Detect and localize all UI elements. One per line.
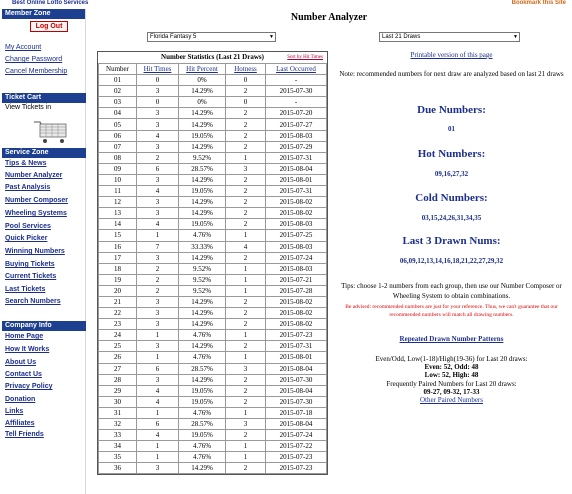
- table-cell: 2: [226, 141, 266, 152]
- table-row: [99, 285, 327, 296]
- table-cell: 19: [99, 274, 137, 285]
- nav-home-page[interactable]: Home Page: [5, 333, 44, 340]
- table-row: [99, 441, 327, 452]
- table-cell: 2015-07-24: [266, 430, 327, 441]
- table-cell: 2: [226, 197, 266, 208]
- table-cell: 14.29%: [179, 463, 226, 474]
- table-cell: 1: [137, 330, 179, 341]
- nav-about-us[interactable]: About Us: [5, 359, 37, 366]
- table-cell: 1: [226, 330, 266, 341]
- tips-text: Tips: choose 1-2 numbers from each group, then use our Number Composer or Wheeling System to obtain combinations.: [341, 282, 562, 300]
- col-hit-percent[interactable]: Hit Percent: [179, 64, 226, 75]
- table-cell: 20: [99, 285, 137, 296]
- table-cell: 01: [99, 75, 137, 86]
- table-cell: 28.57%: [179, 363, 226, 374]
- patterns-block: [331, 355, 572, 404]
- table-cell: 3: [137, 319, 179, 330]
- table-row: [99, 252, 327, 263]
- nav-my-account[interactable]: My Account: [5, 44, 42, 51]
- table-cell: 27: [99, 363, 137, 374]
- ticket-cart-header: Ticket Cart: [2, 93, 86, 103]
- stats-grid: [98, 63, 327, 474]
- table-cell: 4: [137, 396, 179, 407]
- table-cell: 7: [137, 241, 179, 252]
- table-row: [99, 197, 327, 208]
- table-cell: 3: [226, 419, 266, 430]
- col-last-occurred[interactable]: Last Occurred: [266, 64, 327, 75]
- table-cell: 2: [226, 130, 266, 141]
- table-cell: 2015-08-01: [266, 174, 327, 185]
- company-info-header: Company Info: [2, 321, 86, 331]
- nav-change-password[interactable]: Change Password: [5, 56, 63, 63]
- page-title: Number Analyzer: [290, 12, 368, 23]
- table-row: [99, 208, 327, 219]
- table-cell: 14.29%: [179, 296, 226, 307]
- table-cell: 2: [137, 263, 179, 274]
- table-cell: 2: [226, 174, 266, 185]
- table-cell: 14.29%: [179, 108, 226, 119]
- service-zone-header: Service Zone: [2, 148, 86, 158]
- stats-body: [99, 75, 327, 474]
- table-cell: 2: [226, 396, 266, 407]
- table-row: [99, 430, 327, 441]
- table-cell: 1: [137, 407, 179, 418]
- chevron-down-icon: ▼: [513, 34, 518, 40]
- table-cell: 2015-08-04: [266, 163, 327, 174]
- member-zone-header: Member Zone: [2, 9, 85, 19]
- nav-buying-tickets[interactable]: Buying Tickets: [5, 261, 55, 268]
- table-row: [99, 86, 327, 97]
- table-cell: 2015-07-22: [266, 441, 327, 452]
- nav-number-composer[interactable]: Number Composer: [5, 197, 69, 204]
- table-cell: 1: [137, 352, 179, 363]
- last3-value: 06,09,12,13,14,16,18,21,22,27,29,32: [399, 257, 504, 265]
- table-cell: 9.52%: [179, 152, 226, 163]
- table-row: [99, 319, 327, 330]
- table-row: [99, 97, 327, 108]
- table-cell: 12: [99, 197, 137, 208]
- table-cell: 2: [226, 119, 266, 130]
- table-cell: 08: [99, 152, 137, 163]
- table-cell: 9.52%: [179, 263, 226, 274]
- table-cell: 2: [226, 308, 266, 319]
- table-cell: 6: [137, 163, 179, 174]
- table-cell: 28: [99, 374, 137, 385]
- table-cell: 4: [137, 219, 179, 230]
- number-statistics-table: [97, 51, 328, 475]
- due-numbers-title: Due Numbers:: [417, 104, 486, 116]
- table-cell: 1: [226, 230, 266, 241]
- table-cell: 4.76%: [179, 230, 226, 241]
- col-hotness[interactable]: Hotness: [226, 64, 266, 75]
- table-cell: 2: [226, 186, 266, 197]
- table-row: [99, 230, 327, 241]
- table-cell: 2: [137, 152, 179, 163]
- table-cell: 15: [99, 230, 137, 241]
- table-row: [99, 374, 327, 385]
- table-cell: 0%: [179, 97, 226, 108]
- cold-numbers-value: 03,15,24,26,31,34,35: [421, 214, 482, 222]
- table-cell: 14.29%: [179, 341, 226, 352]
- table-row: [99, 452, 327, 463]
- table-cell: 14: [99, 219, 137, 230]
- table-row: [99, 152, 327, 163]
- table-cell: 6: [137, 363, 179, 374]
- table-cell: 1: [226, 352, 266, 363]
- table-row: [99, 385, 327, 396]
- table-cell: 2015-08-03: [266, 241, 327, 252]
- site-name: Best Online Lotto Services: [12, 0, 89, 6]
- table-row: [99, 174, 327, 185]
- table-cell: 2015-08-02: [266, 208, 327, 219]
- table-cell: 05: [99, 119, 137, 130]
- table-cell: 3: [137, 108, 179, 119]
- table-cell: 3: [137, 174, 179, 185]
- nav-current-tickets[interactable]: Current Tickets: [5, 273, 57, 280]
- table-cell: 07: [99, 141, 137, 152]
- nav-wheeling-systems[interactable]: Wheeling Systems: [5, 210, 67, 217]
- table-row: [99, 241, 327, 252]
- chevron-down-icon: ▼: [269, 34, 274, 40]
- nav-cancel-membership[interactable]: Cancel Membership: [5, 68, 68, 75]
- table-cell: 35: [99, 452, 137, 463]
- nav-privacy-policy[interactable]: Privacy Policy: [5, 383, 53, 390]
- table-cell: 17: [99, 252, 137, 263]
- table-cell: 2015-08-02: [266, 197, 327, 208]
- table-cell: 3: [226, 163, 266, 174]
- table-cell: 2015-08-01: [266, 352, 327, 363]
- even-odd-value: Even: 52, Odd: 48: [424, 363, 479, 372]
- top-bar: [0, 0, 572, 8]
- table-cell: 4: [226, 241, 266, 252]
- nav-donation[interactable]: Donation: [5, 396, 36, 403]
- table-cell: 28.57%: [179, 163, 226, 174]
- table-row: [99, 463, 327, 474]
- table-cell: 9.52%: [179, 285, 226, 296]
- table-cell: 1: [137, 230, 179, 241]
- table-cell: 4: [137, 430, 179, 441]
- table-cell: 2015-08-04: [266, 385, 327, 396]
- table-cell: 28.57%: [179, 419, 226, 430]
- table-row: [99, 341, 327, 352]
- table-cell: 3: [137, 374, 179, 385]
- table-cell: 3: [137, 141, 179, 152]
- table-cell: 1: [137, 441, 179, 452]
- table-cell: 2: [226, 296, 266, 307]
- table-cell: 3: [226, 363, 266, 374]
- table-row: [99, 396, 327, 407]
- repeated-patterns-link[interactable]: Repeated Drawn Number Patterns: [399, 335, 504, 343]
- table-row: [99, 274, 327, 285]
- table-cell: 1: [226, 152, 266, 163]
- table-cell: 11: [99, 186, 137, 197]
- table-cell: 2015-07-24: [266, 252, 327, 263]
- logout-button[interactable]: Log Out: [30, 21, 68, 32]
- even-odd-label: Even/Odd, Low(1-18)/High(19-36) for Last 20 draws:: [375, 355, 528, 363]
- table-row: [99, 141, 327, 152]
- table-cell: 29: [99, 385, 137, 396]
- table-cell: 14.29%: [179, 319, 226, 330]
- table-cell: 19.05%: [179, 219, 226, 230]
- table-cell: 4.76%: [179, 352, 226, 363]
- table-cell: 2015-08-03: [266, 219, 327, 230]
- nav-tips-news[interactable]: Tips & News: [5, 160, 47, 167]
- table-row: [99, 75, 327, 86]
- nav-quick-picker[interactable]: Quick Picker: [5, 235, 48, 242]
- table-cell: 2015-08-03: [266, 130, 327, 141]
- table-row: [99, 108, 327, 119]
- table-cell: 0: [226, 75, 266, 86]
- table-cell: -: [266, 97, 327, 108]
- nav-number-analyzer[interactable]: Number Analyzer: [5, 172, 63, 179]
- table-cell: 14.29%: [179, 208, 226, 219]
- nav-last-tickets[interactable]: Last Tickets: [5, 286, 46, 293]
- table-cell: 2: [226, 208, 266, 219]
- table-cell: 03: [99, 97, 137, 108]
- table-cell: 19.05%: [179, 385, 226, 396]
- table-cell: 2015-07-30: [266, 374, 327, 385]
- stats-table-header: [98, 52, 327, 63]
- table-row: [99, 163, 327, 174]
- table-cell: 2015-08-02: [266, 308, 327, 319]
- table-cell: 2015-08-03: [266, 263, 327, 274]
- table-cell: 2015-07-18: [266, 407, 327, 418]
- table-cell: 1: [226, 452, 266, 463]
- table-cell: 16: [99, 241, 137, 252]
- table-cell: 2: [226, 319, 266, 330]
- table-cell: 2015-07-23: [266, 330, 327, 341]
- table-row: [99, 419, 327, 430]
- table-cell: 2015-07-28: [266, 285, 327, 296]
- table-cell: 2015-07-30: [266, 396, 327, 407]
- table-row: [99, 119, 327, 130]
- table-cell: 19.05%: [179, 186, 226, 197]
- hot-numbers-title: Hot Numbers:: [417, 148, 486, 160]
- table-cell: -: [266, 75, 327, 86]
- table-cell: 34: [99, 441, 137, 452]
- table-cell: 26: [99, 352, 137, 363]
- table-cell: 14.29%: [179, 119, 226, 130]
- table-cell: 4.76%: [179, 441, 226, 452]
- table-cell: 2: [226, 252, 266, 263]
- table-cell: 2015-07-23: [266, 463, 327, 474]
- nav-past-analysis[interactable]: Past Analysis: [5, 184, 51, 191]
- table-cell: 3: [137, 463, 179, 474]
- table-cell: 14.29%: [179, 252, 226, 263]
- table-cell: 2015-08-04: [266, 419, 327, 430]
- table-cell: 02: [99, 86, 137, 97]
- last3-title: Last 3 Drawn Nums:: [402, 235, 501, 247]
- table-cell: 6: [137, 419, 179, 430]
- printable-version-link[interactable]: Printable version of this page: [410, 51, 493, 59]
- table-cell: 2015-07-31: [266, 186, 327, 197]
- table-cell: 3: [137, 208, 179, 219]
- table-row: [99, 263, 327, 274]
- table-cell: 4.76%: [179, 452, 226, 463]
- table-cell: 19.05%: [179, 130, 226, 141]
- table-cell: 4: [137, 186, 179, 197]
- table-cell: 33: [99, 430, 137, 441]
- table-cell: 2015-07-20: [266, 108, 327, 119]
- table-cell: 3: [137, 86, 179, 97]
- game-select-value: Florida Fantasy 5: [150, 34, 197, 40]
- table-row: [99, 363, 327, 374]
- table-cell: 2: [137, 274, 179, 285]
- table-cell: 19.05%: [179, 396, 226, 407]
- stats-table-title: Number Statistics (Last 21 Draws): [161, 53, 264, 61]
- table-row: [99, 219, 327, 230]
- table-cell: 0: [226, 97, 266, 108]
- table-cell: 19.05%: [179, 430, 226, 441]
- table-cell: 2: [226, 463, 266, 474]
- analysis-note: Note: recommended numbers for next draw are analyzed based on last 21 draws: [339, 70, 564, 78]
- table-cell: 4.76%: [179, 330, 226, 341]
- table-cell: 30: [99, 396, 137, 407]
- nav-winning-numbers[interactable]: Winning Numbers: [5, 248, 65, 255]
- table-cell: 2015-08-02: [266, 296, 327, 307]
- table-cell: 14.29%: [179, 197, 226, 208]
- table-cell: 14.29%: [179, 141, 226, 152]
- view-tickets-link[interactable]: View Tickets in: [5, 104, 52, 111]
- table-cell: 9.52%: [179, 274, 226, 285]
- shopping-cart-icon[interactable]: [32, 120, 72, 146]
- table-cell: 31: [99, 407, 137, 418]
- table-cell: 4.76%: [179, 407, 226, 418]
- table-cell: 2015-07-21: [266, 274, 327, 285]
- hot-numbers-value: 09,16,27,32: [434, 170, 469, 178]
- table-cell: 2: [137, 285, 179, 296]
- table-cell: 2: [226, 86, 266, 97]
- table-cell: 09: [99, 163, 137, 174]
- table-cell: 0%: [179, 75, 226, 86]
- table-cell: 3: [137, 296, 179, 307]
- paired-value: 09-27, 09-32, 17-33: [423, 387, 480, 396]
- nav-pool-services[interactable]: Pool Services: [5, 223, 51, 230]
- table-cell: 36: [99, 463, 137, 474]
- table-cell: 2: [226, 219, 266, 230]
- table-cell: 2015-07-30: [266, 86, 327, 97]
- nav-how-it-works[interactable]: How It Works: [5, 346, 50, 353]
- table-cell: 04: [99, 108, 137, 119]
- table-cell: 2015-07-25: [266, 230, 327, 241]
- table-cell: 24: [99, 330, 137, 341]
- table-cell: 1: [226, 285, 266, 296]
- table-cell: 2: [226, 341, 266, 352]
- table-cell: 33.33%: [179, 241, 226, 252]
- nav-contact-us[interactable]: Contact Us: [5, 371, 42, 378]
- col-hit-times[interactable]: Hit Times: [137, 64, 179, 75]
- bookmark-link[interactable]: Bookmark this Site: [511, 0, 566, 6]
- nav-affiliates[interactable]: Affiliates: [5, 420, 35, 427]
- table-cell: 14.29%: [179, 174, 226, 185]
- table-cell: 1: [226, 263, 266, 274]
- table-cell: 0: [137, 97, 179, 108]
- table-cell: 2015-08-02: [266, 319, 327, 330]
- table-row: [99, 407, 327, 418]
- nav-links[interactable]: Links: [5, 408, 24, 415]
- table-cell: 2015-07-23: [266, 452, 327, 463]
- table-cell: 14.29%: [179, 308, 226, 319]
- table-cell: 2: [226, 430, 266, 441]
- col-number: Number: [99, 64, 137, 75]
- low-high-value: Low: 52, High: 48: [424, 371, 479, 380]
- table-cell: 14.29%: [179, 86, 226, 97]
- table-cell: 2015-07-31: [266, 152, 327, 163]
- draws-select[interactable]: [379, 32, 520, 42]
- table-cell: 2: [226, 374, 266, 385]
- table-cell: 3: [137, 308, 179, 319]
- table-cell: 1: [137, 452, 179, 463]
- table-cell: 1: [226, 407, 266, 418]
- main-content: [86, 9, 572, 494]
- game-select[interactable]: [147, 32, 276, 42]
- table-cell: 1: [226, 274, 266, 285]
- table-cell: 0: [137, 75, 179, 86]
- table-cell: 18: [99, 263, 137, 274]
- table-cell: 25: [99, 341, 137, 352]
- table-cell: 3: [137, 119, 179, 130]
- table-cell: 4: [137, 130, 179, 141]
- table-cell: 32: [99, 419, 137, 430]
- table-cell: 23: [99, 319, 137, 330]
- table-row: [99, 330, 327, 341]
- table-cell: 10: [99, 174, 137, 185]
- table-row: [99, 130, 327, 141]
- table-cell: 2015-08-04: [266, 363, 327, 374]
- table-cell: 2015-07-31: [266, 341, 327, 352]
- advise-text: Be advised: recommended numbers are just for your reference. Thus, we can't guarantee that our recommended numbers will match all drawing numbers.: [345, 304, 558, 318]
- table-cell: 22: [99, 308, 137, 319]
- sort-by-hit-times-link[interactable]: Sort by Hit Times: [287, 55, 323, 60]
- other-paired-numbers-link[interactable]: Other Paired Numbers: [420, 396, 483, 405]
- table-cell: 2: [226, 108, 266, 119]
- table-cell: 1: [226, 441, 266, 452]
- table-cell: 14.29%: [179, 374, 226, 385]
- table-cell: 13: [99, 208, 137, 219]
- table-cell: 4: [137, 385, 179, 396]
- nav-tell-friends[interactable]: Tell Friends: [5, 431, 44, 438]
- table-row: [99, 308, 327, 319]
- nav-search-numbers[interactable]: Search Numbers: [5, 298, 61, 305]
- sidebar: [2, 9, 86, 494]
- draws-select-value: Last 21 Draws: [382, 34, 421, 40]
- cold-numbers-title: Cold Numbers:: [415, 192, 488, 204]
- table-cell: 3: [137, 197, 179, 208]
- table-row: [99, 352, 327, 363]
- table-cell: 3: [137, 341, 179, 352]
- table-cell: 3: [137, 252, 179, 263]
- table-cell: 06: [99, 130, 137, 141]
- table-row: [99, 296, 327, 307]
- table-cell: 21: [99, 296, 137, 307]
- paired-label: Frequently Paired Numbers for Last 20 draws:: [386, 379, 517, 388]
- table-cell: 2015-07-29: [266, 141, 327, 152]
- table-row: [99, 186, 327, 197]
- due-numbers-value: 01: [448, 125, 455, 133]
- table-cell: 2015-07-27: [266, 119, 327, 130]
- table-cell: 2: [226, 385, 266, 396]
